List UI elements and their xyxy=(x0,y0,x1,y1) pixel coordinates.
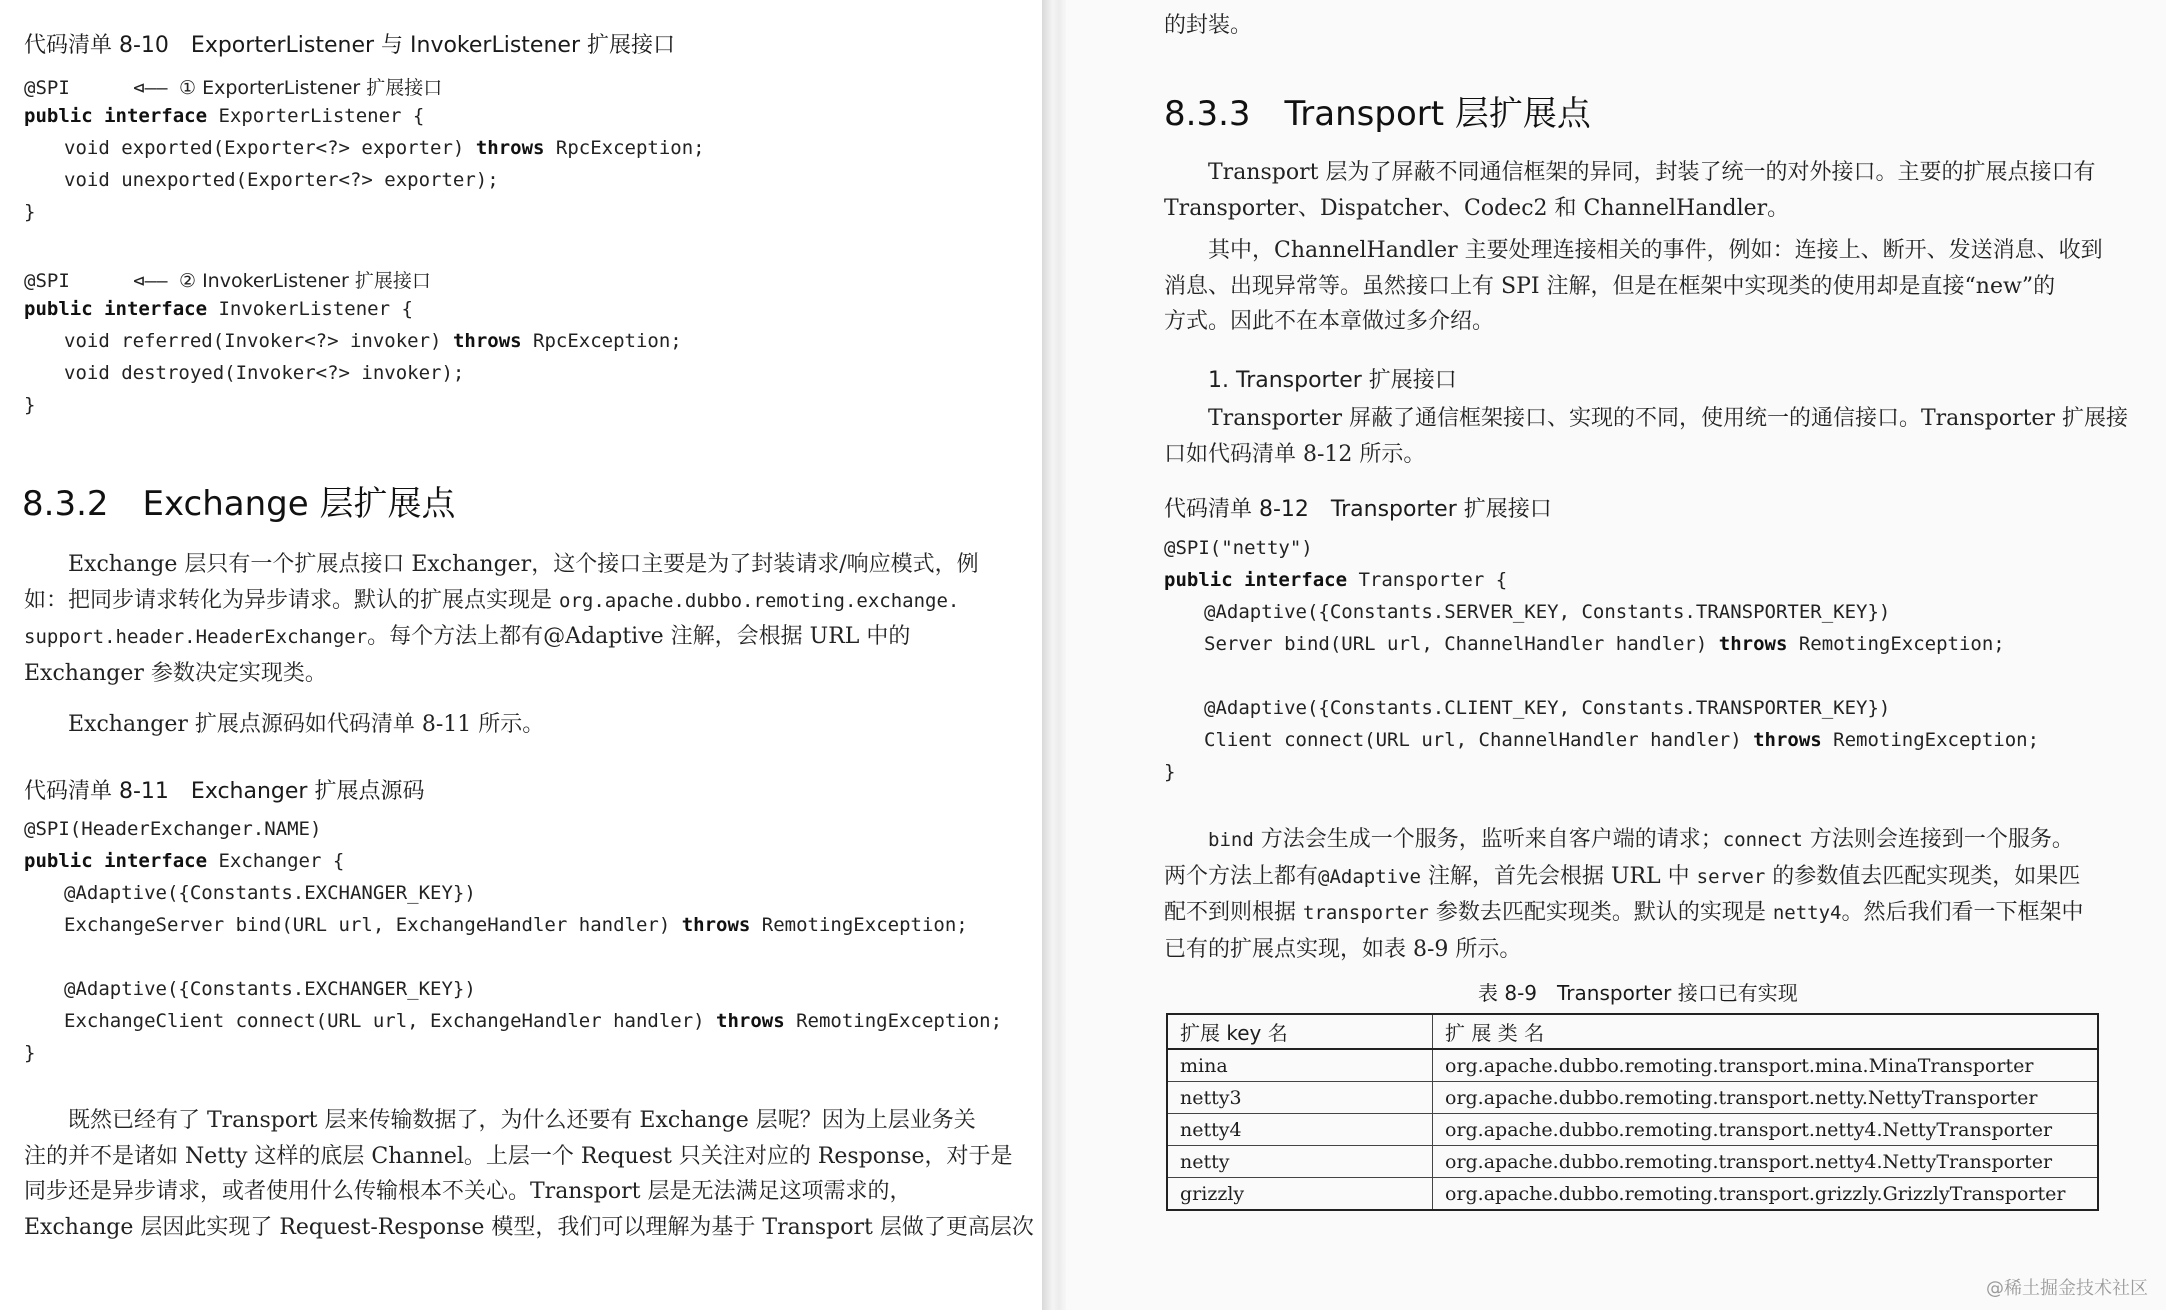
inline-code: connect xyxy=(1722,829,1803,851)
text-span: 配不到则根据 xyxy=(1164,900,1303,925)
text-span: 参数去匹配实现类。默认的实现是 xyxy=(1428,900,1773,925)
code-line xyxy=(24,105,424,127)
table-row xyxy=(1167,1146,2098,1178)
code-line xyxy=(64,914,968,936)
paragraph xyxy=(1164,233,2104,340)
code-text: RemotingException; xyxy=(1821,729,2040,751)
table-cell-key: netty xyxy=(1167,1146,1433,1178)
code-line xyxy=(24,298,413,320)
code-text: ExchangeClient connect(URL url, ExchangeHandler handler) xyxy=(64,1010,717,1032)
arrow-left-icon: ⊲—— xyxy=(133,270,168,292)
code-annotation: ① ExporterListener 扩展接口 xyxy=(179,77,443,99)
text-line: 既然已经有了 Transport 层来传输数据了，为什么还要有 Exchange 层呢？因为上层业务关 xyxy=(68,1108,976,1133)
text-line: 消息、出现异常等。虽然接口上有 SPI 注解，但是在框架中实现类的使用却是直接“new”的 xyxy=(1164,273,2056,299)
code-line xyxy=(24,73,442,100)
table-cell-class: org.apache.dubbo.remoting.transport.grizzly.GrizzlyTransporter xyxy=(1433,1178,2099,1211)
code-text: Server bind(URL url, ChannelHandler handler) xyxy=(1204,633,1719,655)
text-line: Transporter、Dispatcher、Codec2 和 ChannelHandler。 xyxy=(1164,195,1790,221)
page-gutter xyxy=(1042,0,1066,1310)
code-text: RemotingException; xyxy=(784,1010,1003,1032)
code-line: } xyxy=(24,1042,36,1064)
text-span: 方法则会连接到一个服务。 xyxy=(1802,827,2074,852)
text-line xyxy=(24,619,964,656)
code-line xyxy=(64,330,682,352)
text-line: 方式。因此不在本章做过多介绍。 xyxy=(1164,309,1495,334)
inline-code: support.header.HeaderExchanger xyxy=(24,626,368,648)
code-text: @SPI xyxy=(24,270,70,292)
listing-8-11-caption: 代码清单 8-11 Exchanger 扩展点源码 xyxy=(24,779,425,804)
code-line: @SPI(HeaderExchanger.NAME) xyxy=(24,818,322,840)
listing-8-10-caption: 代码清单 8-10 ExporterListener 与 InvokerListener 扩展接口 xyxy=(24,33,675,58)
code-keyword: public interface xyxy=(24,105,208,127)
text-span: 。然后我们看一下框架中 xyxy=(1841,900,2084,925)
table-row xyxy=(1167,1082,2098,1114)
table-caption: 表 8-9 Transporter 接口已有实现 xyxy=(1478,981,1798,1005)
inline-code: server xyxy=(1696,865,1766,888)
code-text: RpcException; xyxy=(544,137,705,159)
code-line: @Adaptive({Constants.SERVER_KEY, Constants.TRANSPORTER_KEY}) xyxy=(1204,601,1891,623)
text-line: 注的并不是诸如 Netty 这样的底层 Channel。上层一个 Request 只关注对应的 Response，对于是 xyxy=(24,1143,1013,1169)
arrow-left-icon: ⊲—— xyxy=(133,77,168,99)
table-row xyxy=(1167,1178,2098,1211)
code-text: @SPI xyxy=(24,77,70,99)
right-page xyxy=(1066,0,2166,1310)
paragraph xyxy=(24,1103,1034,1245)
code-text: InvokerListener { xyxy=(207,298,413,320)
text-line: Transporter 屏蔽了通信框架接口、实现的不同，使用统一的通信接口。Transporter 扩展接 xyxy=(1208,406,2128,431)
text-span: 如：把同步请求转化为异步请求。默认的扩展点实现是 xyxy=(24,587,559,613)
code-keyword: throws xyxy=(452,330,522,352)
code-text: void exported(Exporter<?> exporter) xyxy=(64,137,476,159)
code-text: RemotingException; xyxy=(1787,633,2005,655)
code-line xyxy=(64,137,705,159)
code-line xyxy=(1204,633,2005,655)
code-annotation: ② InvokerListener 扩展接口 xyxy=(179,270,431,292)
text-line xyxy=(24,583,964,620)
code-line: void unexported(Exporter<?> exporter); xyxy=(64,169,499,191)
paragraph xyxy=(1164,401,2128,472)
code-text: ExchangeServer bind(URL url, ExchangeHandler handler) xyxy=(64,914,682,936)
section-heading-8-3-2: 8.3.2 Exchange 层扩展点 xyxy=(22,484,456,524)
code-line: @Adaptive({Constants.EXCHANGER_KEY}) xyxy=(64,882,476,904)
code-line: @Adaptive({Constants.CLIENT_KEY, Constants.TRANSPORTER_KEY}) xyxy=(1204,697,1891,719)
text-line: Exchanger 参数决定实现类。 xyxy=(24,660,327,686)
code-line: void destroyed(Invoker<?> invoker); xyxy=(64,362,465,384)
section-heading-8-3-3: 8.3.3 Transport 层扩展点 xyxy=(1164,94,1591,134)
text-span: 两个方法上都有 xyxy=(1164,863,1319,889)
table-cell-key: netty4 xyxy=(1167,1114,1433,1146)
code-keyword: public interface xyxy=(24,850,208,872)
watermark: @稀土掘金技术社区 xyxy=(1986,1278,2148,1299)
text-line: 其中，ChannelHandler 主要处理连接相关的事件，例如：连接上、断开、发送消息、收到 xyxy=(1208,238,2103,263)
column-header: 扩展 key 名 xyxy=(1167,1014,1433,1049)
code-line xyxy=(1204,729,2039,751)
transporter-impl-table xyxy=(1166,1013,2099,1211)
inline-code: @Adaptive xyxy=(1318,865,1421,888)
table-cell-class: org.apache.dubbo.remoting.transport.netty4.NettyTransporter xyxy=(1433,1114,2099,1146)
listing-8-12-caption: 代码清单 8-12 Transporter 扩展接口 xyxy=(1164,497,1552,522)
column-header: 扩 展 类 名 xyxy=(1433,1014,2099,1049)
code-line: } xyxy=(24,201,36,223)
paragraph xyxy=(1164,155,2104,226)
text-span: 方法会生成一个服务，监听来自客户端的请求； xyxy=(1253,827,1723,852)
inline-code: netty4 xyxy=(1772,902,1842,924)
text-line: Exchange 层只有一个扩展点接口 Exchanger，这个接口主要是为了封装请求/响应模式，例 xyxy=(68,552,979,577)
text-span: 。每个方法上都有@Adaptive 注解，会根据 URL 中的 xyxy=(367,624,911,649)
code-text: RpcException; xyxy=(521,330,682,352)
code-line: } xyxy=(1164,761,1176,783)
text-span: 的参数值去匹配实现类，如果匹 xyxy=(1765,863,2081,889)
code-keyword: public interface xyxy=(24,298,208,320)
code-keyword: throws xyxy=(475,137,545,159)
sub-heading: 1. Transporter 扩展接口 xyxy=(1208,368,1457,393)
code-keyword: throws xyxy=(681,914,751,936)
code-keyword: throws xyxy=(1753,729,1822,751)
inline-code: bind xyxy=(1208,829,1254,851)
table-row xyxy=(1167,1114,2098,1146)
code-text: Client connect(URL url, ChannelHandler handler) xyxy=(1204,729,1754,751)
text-line: 的封装。 xyxy=(1164,13,1253,38)
text-line xyxy=(1164,859,2104,896)
text-line: 口如代码清单 8-12 所示。 xyxy=(1164,441,1426,467)
inline-code: org.apache.dubbo.remoting.exchange. xyxy=(559,589,960,612)
code-keyword: public interface xyxy=(1164,569,1348,591)
table-cell-class: org.apache.dubbo.remoting.transport.netty.NettyTransporter xyxy=(1433,1082,2099,1114)
table-row xyxy=(1167,1049,2098,1082)
text-line: 同步还是异步请求，或者使用什么传输根本不关心。Transport 层是无法满足这项需求的， xyxy=(24,1179,912,1204)
code-text: ExporterListener { xyxy=(207,105,425,127)
code-text: Exchanger { xyxy=(207,850,345,872)
text-span: 注解，首先会根据 URL 中 xyxy=(1420,863,1697,889)
code-line xyxy=(1164,569,1507,591)
table-header-row xyxy=(1167,1014,2098,1049)
text-line: 已有的扩展点实现，如表 8-9 所示。 xyxy=(1164,936,1522,962)
code-keyword: throws xyxy=(1718,633,1788,655)
table-cell-key: mina xyxy=(1167,1049,1433,1082)
code-line xyxy=(64,1010,1002,1032)
code-line: } xyxy=(24,394,36,416)
text-line: Exchange 层因此实现了 Request-Response 模型，我们可以理解为基于 Transport 层做了更高层次 xyxy=(24,1214,1034,1240)
code-line xyxy=(24,266,431,293)
code-line xyxy=(24,850,344,872)
paragraph xyxy=(1164,822,2104,967)
left-page xyxy=(0,0,1042,1310)
text-line: Transport 层为了屏蔽不同通信框架的异同，封装了统一的对外接口。主要的扩展点接口有 xyxy=(1208,160,2096,185)
table-cell-class: org.apache.dubbo.remoting.transport.mina.MinaTransporter xyxy=(1433,1049,2099,1082)
code-text: Transporter { xyxy=(1347,569,1508,591)
code-text: RemotingException; xyxy=(750,914,968,936)
table-cell-key: netty3 xyxy=(1167,1082,1433,1114)
paragraph: Exchanger 扩展点源码如代码清单 8-11 所示。 xyxy=(68,712,545,737)
code-text: void referred(Invoker<?> invoker) xyxy=(64,330,453,352)
code-keyword: throws xyxy=(716,1010,785,1032)
text-line xyxy=(1164,895,2104,932)
code-line: @Adaptive({Constants.EXCHANGER_KEY}) xyxy=(64,978,476,1000)
code-line: @SPI("netty") xyxy=(1164,537,1313,559)
paragraph xyxy=(24,547,979,691)
text-line xyxy=(1164,822,2104,859)
inline-code: transporter xyxy=(1303,902,1429,924)
table-cell-class: org.apache.dubbo.remoting.transport.netty4.NettyTransporter xyxy=(1433,1146,2099,1178)
table-cell-key: grizzly xyxy=(1167,1178,1433,1211)
